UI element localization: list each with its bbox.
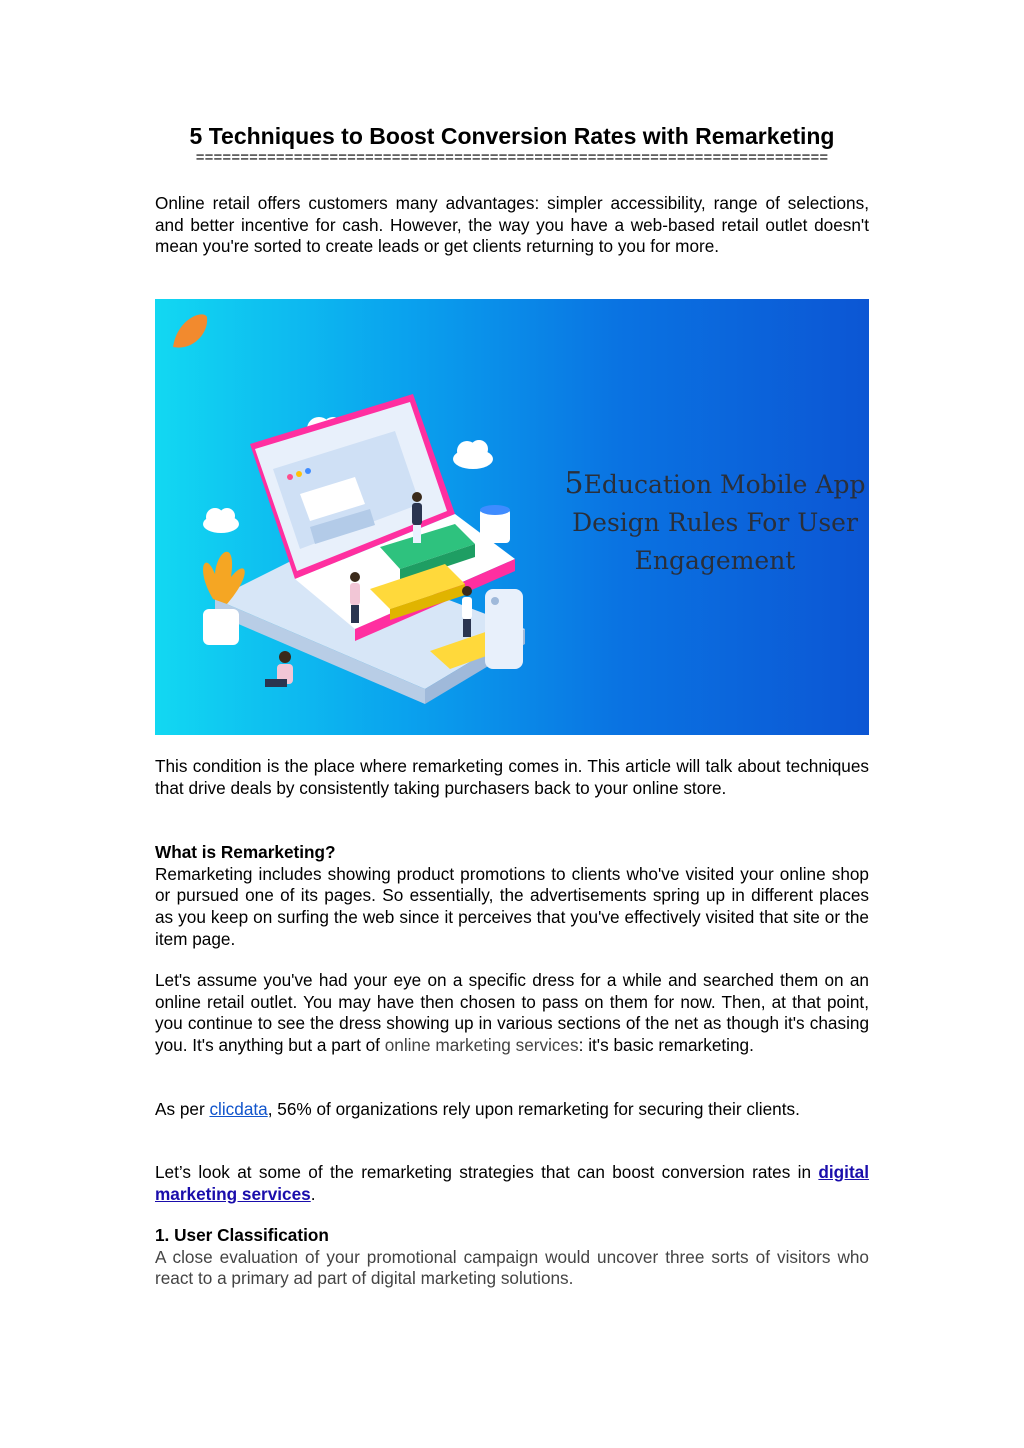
paragraph-text: As per — [155, 1099, 210, 1119]
title-underline-rule: ======================================================================= — [195, 150, 829, 166]
clicdata-paragraph — [155, 1099, 869, 1121]
what-is-remarketing-section — [155, 842, 869, 951]
banner-line-3: Engagement — [634, 546, 796, 575]
paragraph-text: : it's basic remarketing. — [578, 1035, 754, 1056]
section-text: Remarketing includes showing product promotions to clients who've visited your online shop or pursued one of its pages. So essentially, the advertisements spring up in different places as you keep on surfing the web since it perceives that you've effectively visited that site or the item page. — [155, 863, 869, 949]
digital-marketing-services-link[interactable]: digital marketing services — [155, 1162, 869, 1204]
user-classification-section — [155, 1225, 869, 1290]
online-marketing-services-text: online marketing services — [384, 1035, 579, 1056]
banner-title — [555, 465, 869, 580]
article-banner-image — [155, 299, 869, 735]
intro-paragraph: Online retail offers customers many advantages: simpler accessibility, range of selections, and better incentive for cash. However, the way you have a web-based retail outlet doesn't mean you're sorted to create leads or get clients returning to you for more. — [155, 193, 869, 257]
clicdata-link[interactable]: clicdata — [209, 1099, 268, 1119]
paragraph-text: . — [310, 1183, 316, 1204]
section-text: A close evaluation of your promotional campaign would uncover three sorts of visitors who react to a primary ad part of digital marketing solutions. — [155, 1246, 869, 1289]
paragraph-text: , 56% of organizations rely upon remarketing for securing their clients. — [267, 1099, 800, 1119]
dress-example-paragraph — [155, 970, 869, 1057]
banner-line-1: Education Mobile App — [583, 470, 866, 499]
banner-line-2: Design Rules For User — [572, 508, 858, 537]
page-title: 5 Techniques to Boost Conversion Rates with Remarketing — [189, 123, 835, 149]
condition-paragraph: This condition is the place where remarketing comes in. This article will talk about techniques that drive deals by consistently taking purchasers back to your online store. — [155, 756, 869, 798]
section-heading: 1. User Classification — [155, 1225, 329, 1245]
phone-icon — [485, 589, 523, 669]
leaf-icon — [173, 314, 207, 347]
banner-number: 5 — [564, 466, 584, 501]
section-heading: What is Remarketing? — [155, 842, 336, 862]
strategies-paragraph — [155, 1162, 869, 1205]
paragraph-text: Let's assume you've had your eye on a specific dress for a while and searched them on an online retail outlet. You may have then chosen to pass on them for now. Then, at that point, you continue to see the dress showing up in various sections of the net as though it's chasing you. It's anything but a part of — [155, 970, 869, 1056]
paragraph-text: Let’s look at some of the remarketing strategies that can boost conversion rates in — [155, 1162, 819, 1182]
